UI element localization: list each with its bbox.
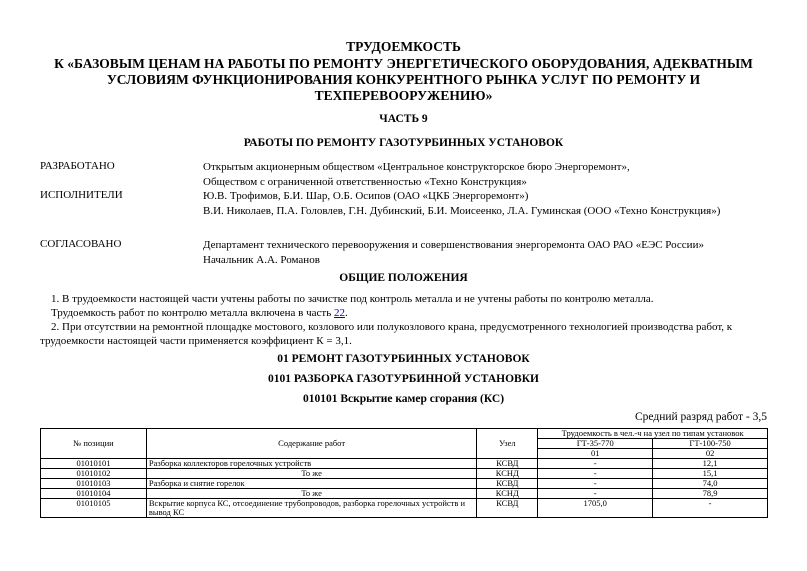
table-row	[41, 489, 768, 499]
header-type-gt100: ГТ-100-750	[653, 439, 768, 449]
row-value-gt100: 15,1	[653, 469, 768, 479]
row-unit: КСВД	[477, 479, 538, 489]
row-content: Разборка и снятие горелок	[146, 479, 476, 489]
general-p2-line2: трудоемкости настоящей части применяется коэффициент К = 3,1.	[40, 335, 352, 347]
agreed-line1: Департамент технического перевооружения и совершенствования энергоремонта ОАО РАО «ЕЭС России»	[203, 239, 704, 251]
general-heading: ОБЩИЕ ПОЛОЖЕНИЯ	[339, 272, 468, 284]
general-p1: 1. В трудоемкости настоящей части учтены работы по зачистке под контроль металла и не учтены работы по контролю металла.	[51, 293, 654, 305]
row-position: 01010101	[41, 459, 147, 469]
table-row	[41, 499, 768, 518]
row-value-gt35: -	[538, 459, 653, 469]
row-value-gt35: -	[538, 469, 653, 479]
row-value-gt100: -	[653, 499, 768, 518]
agreed-line2: Начальник А.А. Романов	[203, 253, 320, 266]
part-title: РАБОТЫ ПО РЕМОНТУ ГАЗОТУРБИННЫХ УСТАНОВОК	[243, 137, 564, 149]
row-content: Вскрытие корпуса КС, отсоединение трубопроводов, разборка горелочных устройств и вывод КС	[146, 499, 476, 518]
part-22-link[interactable]: 22	[333, 307, 345, 319]
row-value-gt35: -	[538, 479, 653, 489]
developed-label: РАЗРАБОТАНО	[40, 160, 115, 172]
agreed-label: СОГЛАСОВАНО	[40, 238, 122, 250]
row-unit: КСВД	[477, 499, 538, 518]
section-heading-01: 01 РЕМОНТ ГАЗОТУРБИННЫХ УСТАНОВОК	[277, 353, 530, 365]
general-p2-line1: 2. При отсутствии на ремонтной площадке мостового, козлового или полукозлового крана, предусмотренного технологией производства работ, к	[51, 321, 733, 333]
executors-line1: Ю.В. Трофимов, Б.И. Шар, О.Б. Осипов (ОАО «ЦКБ Энергоремонт»)	[203, 190, 529, 202]
general-p1b	[51, 307, 348, 319]
row-content: То же	[146, 469, 476, 479]
section-heading-010101: 010101 Вскрытие камер сгорания (КС)	[302, 393, 505, 405]
row-position: 01010103	[41, 479, 147, 489]
row-unit: КСВД	[477, 459, 538, 469]
row-content: То же	[146, 489, 476, 499]
doc-title-line4: ТЕХПЕРЕВООРУЖЕНИЮ»	[314, 88, 493, 103]
row-unit: КСНД	[477, 469, 538, 479]
row-value-gt35: -	[538, 489, 653, 499]
executors-label: ИСПОЛНИТЕЛИ	[40, 189, 123, 201]
table-row	[41, 479, 768, 489]
doc-title-line1: ТРУДОЕМКОСТЬ	[346, 39, 461, 54]
executors-value	[203, 189, 720, 218]
agreed-value	[203, 238, 704, 267]
header-num-01: 01	[538, 449, 653, 459]
row-unit: КСНД	[477, 489, 538, 499]
header-position: № позиции	[41, 429, 147, 459]
labor-table	[40, 428, 768, 518]
developed-value	[203, 160, 630, 189]
header-type-gt35: ГТ-35-770	[538, 439, 653, 449]
row-position: 01010102	[41, 469, 147, 479]
executors-line2: В.И. Николаев, П.А. Головлев, Г.Н. Дубинский, Б.И. Моисеенко, Л.А. Гуминская (ООО «Техно Конструкция»)	[203, 204, 721, 217]
row-content: Разборка коллекторов горелочных устройств	[146, 459, 476, 469]
row-value-gt100: 74,0	[653, 479, 768, 489]
row-position: 01010104	[41, 489, 147, 499]
average-grade: Средний разряд работ - 3,5	[634, 411, 767, 423]
row-value-gt100: 78,9	[653, 489, 768, 499]
general-p1b-text: Трудоемкость работ по контролю металла включена в часть	[51, 307, 334, 319]
developed-line1: Открытым акционерным обществом «Центральное конструкторское бюро Энергоремонт»,	[203, 161, 630, 173]
header-content: Содержание работ	[146, 429, 476, 459]
row-value-gt100: 12,1	[653, 459, 768, 469]
part-number: ЧАСТЬ 9	[379, 113, 428, 125]
table-row	[41, 469, 768, 479]
doc-title-line2: К «БАЗОВЫМ ЦЕНАМ НА РАБОТЫ ПО РЕМОНТУ ЭНЕРГЕТИЧЕСКОГО ОБОРУДОВАНИЯ, АДЕКВАТНЫМ	[54, 56, 753, 71]
table-row	[41, 459, 768, 469]
doc-title-line3: УСЛОВИЯМ ФУНКЦИОНИРОВАНИЯ КОНКУРЕНТНОГО РЫНКА УСЛУГ ПО РЕМОНТУ И	[106, 72, 701, 87]
header-num-02: 02	[653, 449, 768, 459]
header-labor: Трудоемкость в чел.-ч на узел по типам установок	[538, 429, 768, 439]
header-unit: Узел	[477, 429, 538, 459]
general-p1b-end: .	[344, 307, 348, 319]
row-position: 01010105	[41, 499, 147, 518]
section-heading-0101: 0101 РАЗБОРКА ГАЗОТУРБИННОЙ УСТАНОВКИ	[268, 373, 539, 385]
developed-line2: Обществом с ограниченной ответственностью «Техно Конструкция»	[203, 175, 527, 188]
row-value-gt35: 1705,0	[538, 499, 653, 518]
